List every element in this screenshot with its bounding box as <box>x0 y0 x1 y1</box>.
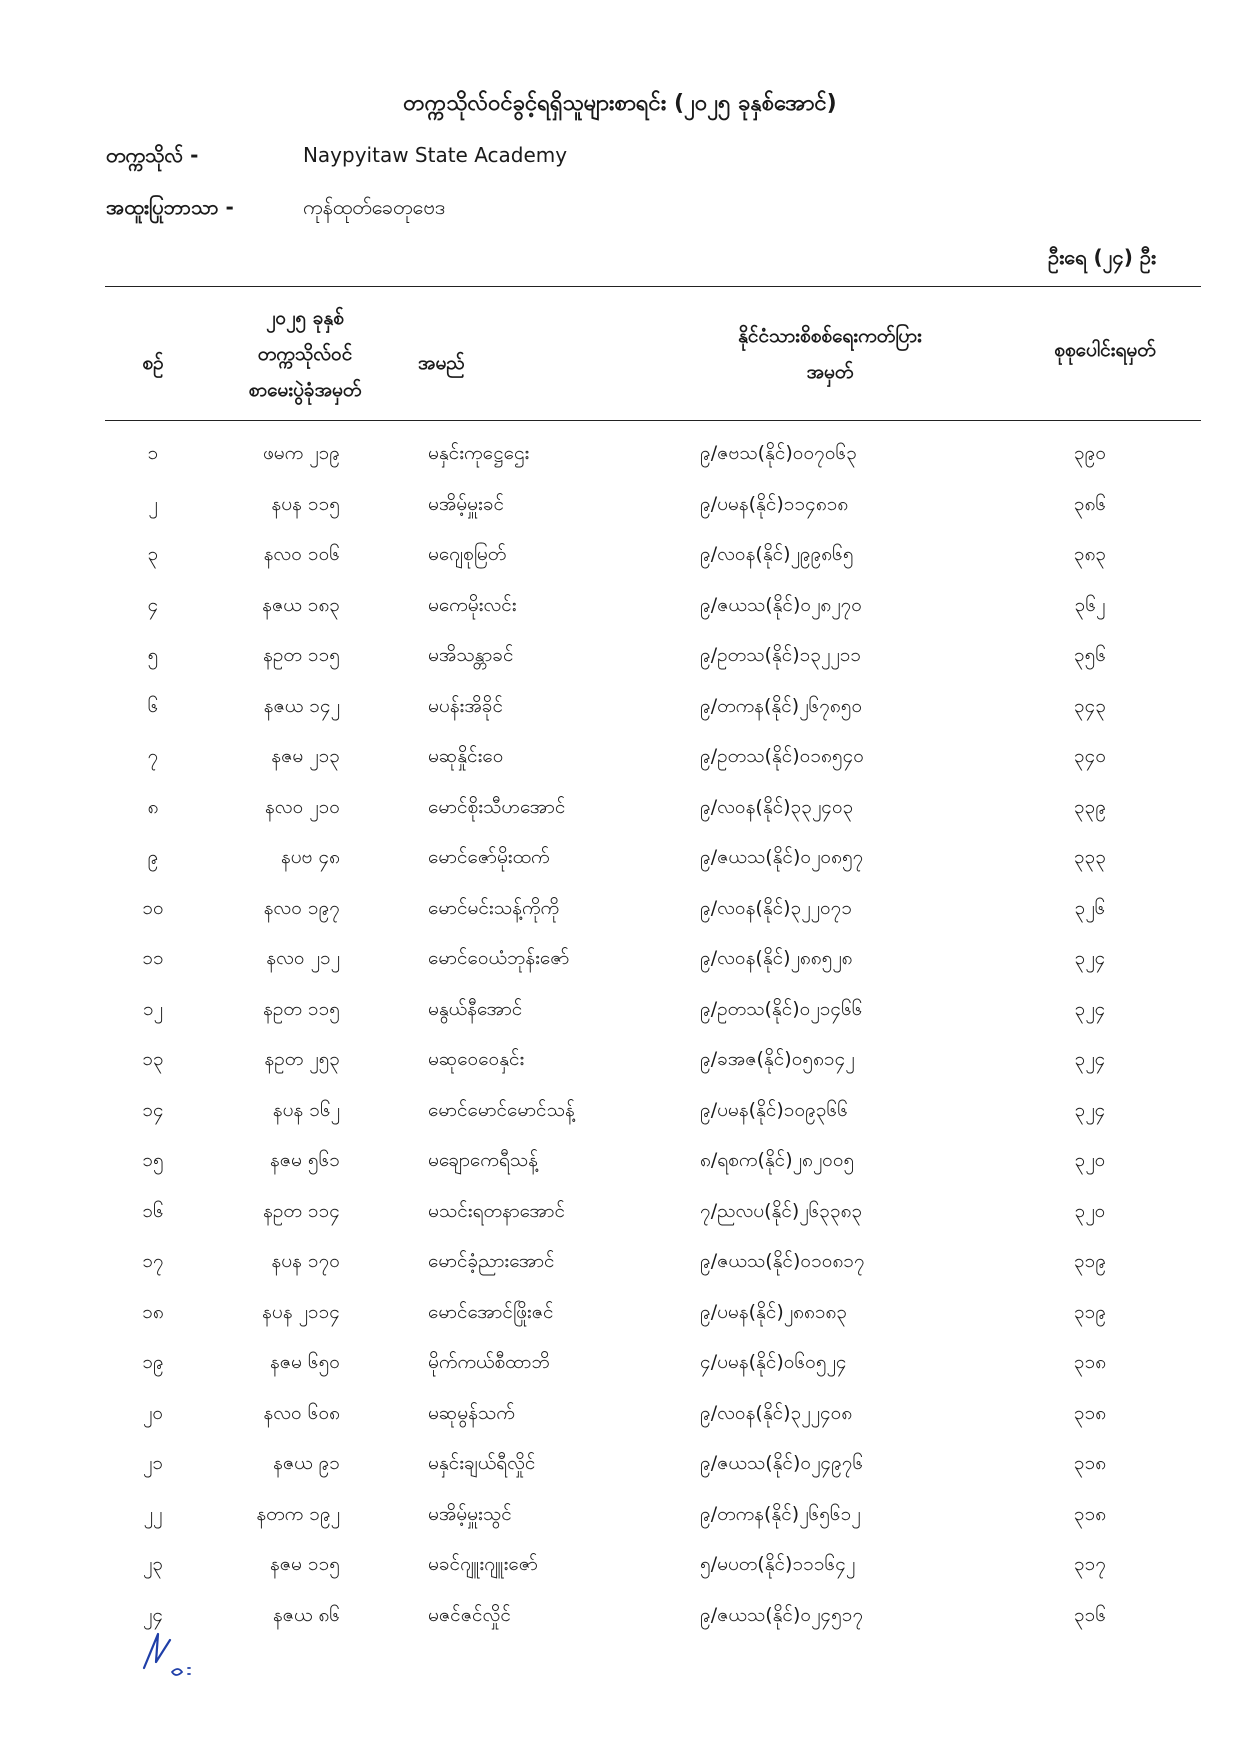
total-marks: ၃၁၉ <box>1073 1250 1107 1272</box>
row-number: ၁၄ <box>142 1098 164 1121</box>
roll-number: နဇယ ၁၄၂ <box>263 694 340 717</box>
table-row <box>0 1540 1240 1591</box>
student-name: မအိသန္တာခင် <box>428 644 514 666</box>
university-label: တက္ကသိုလ် - <box>106 143 199 167</box>
nrc-number: ၉/ဥတသ(နိုင်)၁၃၂၂၁၁ <box>700 644 862 666</box>
row-number: ၈ <box>147 795 159 818</box>
specialization-label: အထူးပြုဘာသာ - <box>106 195 234 219</box>
roll-number: နလဝ ၂၁၂ <box>266 947 340 969</box>
specialization-line <box>106 194 445 224</box>
total-marks: ၃၁၇ <box>1073 1553 1107 1575</box>
roll-number: နပန ၁၇၀ <box>271 1250 340 1272</box>
student-name: မချောကေရီသန့် <box>428 1149 538 1171</box>
total-marks: ၃၁၈ <box>1073 1452 1107 1474</box>
table-row <box>0 1136 1240 1187</box>
table-row <box>0 1439 1240 1490</box>
column-header-nrc-line2: အမှတ် <box>806 361 854 383</box>
total-marks: ၃၅၆ <box>1073 644 1107 666</box>
table-top-rule <box>105 286 1201 287</box>
roll-number: နဥတ ၁၁၅ <box>263 997 340 1020</box>
column-header-nrc <box>680 318 980 390</box>
total-marks: ၃၄၃ <box>1073 694 1107 717</box>
nrc-number: ၉/တကန(နိုင်)၂၆၇၈၅၀ <box>700 694 863 717</box>
table-row <box>0 1086 1240 1137</box>
student-name: မဆုဝေဝေနှင်း <box>428 1048 525 1070</box>
nrc-number: ၉/လဝန(နိုင်)၂၈၈၅၂၈ <box>700 947 853 969</box>
total-marks: ၃၂၆ <box>1074 896 1106 919</box>
table-row <box>0 1338 1240 1389</box>
student-name: မောင်စိုးသီဟအောင် <box>428 795 566 818</box>
table-row <box>0 682 1240 733</box>
row-number: ၁ <box>147 442 159 464</box>
page-title: တက္ကသိုလ်ဝင်ခွင့်ရရှိသူများစာရင်း (၂၀၂၅ ခုနှစ်အောင်) <box>403 91 837 116</box>
university-line <box>106 142 567 172</box>
column-header-no: စဉ် <box>142 352 164 374</box>
student-name: မောင်ဝေယံဘုန်းဇော် <box>428 947 570 969</box>
table-row <box>0 581 1240 632</box>
total-marks: ၃၁၆ <box>1073 1603 1107 1626</box>
row-number: ၃ <box>147 543 159 565</box>
column-header-roll-line3: စာမေးပွဲခုံအမှတ် <box>248 379 362 401</box>
column-header-roll <box>210 300 400 408</box>
row-number: ၁၂ <box>142 997 164 1020</box>
nrc-number: ၉/ဇယသ(နိုင်)၀၂၀၈၅၇ <box>700 846 864 868</box>
table-row <box>0 1187 1240 1238</box>
row-number: ၁၃ <box>142 1048 164 1070</box>
nrc-number: ၉/ဇယသ(နိုင်)၀၁၀၈၁၇ <box>700 1250 865 1272</box>
roll-number: နလဝ ၁၀၆ <box>263 543 340 565</box>
table-row <box>0 1288 1240 1339</box>
roll-number: နလဝ ၁၉၇ <box>263 896 340 919</box>
nrc-number: ၉/ခအဇ(နိုင်)၀၅၈၁၄၂ <box>700 1048 855 1070</box>
row-number: ၁၀ <box>142 896 164 919</box>
nrc-number: ၇/ညလပ(နိုင်)၂၆၃၃၈၃ <box>700 1199 863 1222</box>
roll-number: နဥတ ၂၅၃ <box>264 1048 340 1070</box>
table-row <box>0 530 1240 581</box>
nrc-number: ၉/ဥတသ(နိုင်)၀၂၁၄၆၆ <box>700 997 863 1020</box>
nrc-number: ၄/ပမန(နိုင်)၀၆၀၅၂၄ <box>700 1351 847 1373</box>
row-number: ၂၄ <box>142 1603 164 1626</box>
column-header-roll-line1: ၂၀၂၅ ခုနှစ် <box>266 307 344 329</box>
roll-number: နဇယ ၁၈၃ <box>262 593 340 616</box>
row-number: ၁၉ <box>142 1351 164 1373</box>
row-number: ၁၅ <box>142 1149 164 1171</box>
student-name: မောင်ခံ့ညားအောင် <box>428 1250 555 1272</box>
roll-number: နဇယ ၉၁ <box>273 1452 340 1474</box>
table-row <box>0 429 1240 480</box>
roll-number: နဥတ ၁၁၄ <box>263 1199 340 1222</box>
student-name: မကေမိုးလင်း <box>428 593 517 616</box>
nrc-number: ၉/ဇယသ(နိုင်)၀၂၄၉၇၆ <box>700 1452 864 1474</box>
row-number: ၂၃ <box>142 1553 164 1575</box>
table-row <box>0 1490 1240 1541</box>
roll-number: နဇယ ၈၆ <box>272 1603 340 1626</box>
total-marks: ၃၂၄ <box>1074 1048 1106 1070</box>
table-row <box>0 985 1240 1036</box>
nrc-number: ၉/ဇယသ(နိုင်)၀၂၈၂၇၀ <box>700 593 862 616</box>
nrc-number: ၅/မပတ(နိုင်)၁၁၁၆၄၂ <box>700 1553 856 1575</box>
student-name: မောင်အောင်ဖြိုးဇင် <box>428 1300 554 1323</box>
roll-number: နလဝ ၂၁၀ <box>264 795 340 818</box>
student-name: မောင်မောင်မောင်သန့် <box>428 1098 575 1121</box>
nrc-number: ၉/ဇဗသ(နိုင်)၀၀၇၀၆၃ <box>700 442 857 464</box>
total-marks: ၃၃၃ <box>1073 846 1107 868</box>
roll-number: နလဝ ၆၀၈ <box>263 1401 340 1424</box>
table-row <box>0 833 1240 884</box>
total-marks: ၃၁၉ <box>1073 1300 1107 1323</box>
nrc-number: ၉/လဝန(နိုင်)၃၃၂၄၀၃ <box>700 795 854 818</box>
roll-number: နဥတ ၁၁၅ <box>263 644 340 666</box>
total-marks: ၃၈၆ <box>1073 492 1107 515</box>
total-marks: ၃၂၀ <box>1074 1199 1106 1222</box>
row-number: ၁၈ <box>142 1300 164 1323</box>
total-marks: ၃၁၈ <box>1073 1351 1107 1373</box>
table-row <box>0 1389 1240 1440</box>
roll-number: နပန ၁၆၂ <box>272 1098 340 1121</box>
nrc-number: ၉/လဝန(နိုင်)၂၉၉၈၆၅ <box>700 543 854 565</box>
row-number: ၂ <box>148 492 158 515</box>
table-row <box>0 783 1240 834</box>
nrc-number: ၉/ပမန(နိုင်)၂၈၈၁၈၃ <box>700 1300 848 1323</box>
total-marks: ၃၈၃ <box>1073 543 1107 565</box>
student-name: မအိမ့်မှူးခင် <box>428 492 505 515</box>
signature-mark <box>136 1626 206 1682</box>
column-header-name: အမည် <box>418 352 465 374</box>
roll-number: နဇမ ၅၆၁ <box>269 1149 340 1171</box>
total-marks: ၃၂၄ <box>1074 997 1106 1020</box>
total-marks: ၃၂၀ <box>1074 1149 1106 1171</box>
nrc-number: ၉/လဝန(နိုင်)၃၂၂၄၀၈ <box>700 1401 853 1424</box>
table-row <box>0 732 1240 783</box>
table-row <box>0 480 1240 531</box>
total-marks: ၃၁၈ <box>1073 1502 1107 1525</box>
student-name: မောင်မင်းသန့်ကိုကို <box>428 896 560 919</box>
roll-number: နပန ၂၁၁၄ <box>262 1300 340 1323</box>
column-header-roll-line2: တက္ကသိုလ်ဝင် <box>257 343 353 365</box>
student-name: မခင်ဂျူးဂျူးဇော် <box>428 1553 538 1575</box>
roll-number: နဇမ ၁၁၅ <box>269 1553 340 1575</box>
roll-number: နဇမ ၆၅၀ <box>269 1351 340 1373</box>
row-number: ၅ <box>147 644 159 666</box>
table-row <box>0 1035 1240 1086</box>
nrc-number: ၈/ရစက(နိုင်)၂၈၂၀၀၅ <box>700 1149 855 1171</box>
row-number: ၂၀ <box>142 1401 164 1424</box>
university-value: Naypyitaw State Academy <box>302 143 568 167</box>
row-number: ၁၁ <box>142 947 164 969</box>
table-row <box>0 1237 1240 1288</box>
student-name: မနှင်းကုဋ္ဌေဌေး <box>428 442 530 464</box>
row-number: ၁၆ <box>142 1199 164 1222</box>
nrc-number: ၉/ဇယသ(နိုင်)၀၂၄၅၁၇ <box>700 1603 864 1626</box>
row-number: ၇ <box>147 745 159 767</box>
student-name: မဆုမွန်သက် <box>428 1401 515 1424</box>
total-marks: ၃၃၉ <box>1073 795 1107 818</box>
student-name: မဆုနှိုင်းဝေ <box>428 745 504 767</box>
roll-number: နတက ၁၉၂ <box>256 1502 340 1525</box>
table-body <box>0 429 1240 1641</box>
student-name: မအိမ့်မှူးသွင် <box>428 1502 512 1525</box>
student-name: မနှင်းချယ်ရီလှိုင် <box>428 1452 536 1474</box>
nrc-number: ၉/တကန(နိုင်)၂၆၅၆၁၂ <box>700 1502 861 1525</box>
student-name: မဂျေစုမြတ် <box>428 543 507 565</box>
nrc-number: ၉/ဥတသ(နိုင်)၀၁၈၅၄၀ <box>700 745 864 767</box>
total-marks: ၃၆၂ <box>1074 593 1106 616</box>
table-row <box>0 631 1240 682</box>
total-count: ဦးရေ (၂၄) ဦး <box>1048 245 1156 269</box>
total-marks: ၃၂၄ <box>1074 947 1106 969</box>
nrc-number: ၉/လဝန(နိုင်)၃၂၂၀၇၁ <box>700 896 852 919</box>
roll-number: ဖမက ၂၁၉ <box>262 442 340 464</box>
column-header-marks: စုစုပေါင်းရမှတ် <box>1054 339 1156 361</box>
student-name: မပန်းအိခိုင် <box>428 694 504 717</box>
roll-number: နပဗ ၄၈ <box>280 846 340 868</box>
total-marks: ၃၁၈ <box>1073 1401 1107 1424</box>
student-name: မနွယ်နီအောင် <box>428 997 523 1020</box>
total-marks: ၃၄၀ <box>1073 745 1107 767</box>
table-header-rule <box>105 420 1201 421</box>
row-number: ၂၁ <box>142 1452 164 1474</box>
column-header-nrc-line1: နိုင်ငံသားစိစစ်ရေးကတ်ပြား <box>738 325 922 347</box>
nrc-number: ၉/ပမန(နိုင်)၁၁၄၈၁၈ <box>700 492 849 515</box>
roll-number: နဇမ ၂၁၃ <box>271 745 340 767</box>
total-marks: ၃၉၀ <box>1073 442 1107 464</box>
student-name: မဇင်ဇင်လှိုင် <box>428 1603 511 1626</box>
student-name: မိုက်ကယ်စီထာဘိ <box>428 1351 550 1373</box>
student-name: မသင်းရတနာအောင် <box>428 1199 566 1222</box>
table-row <box>0 884 1240 935</box>
roll-number: နပန ၁၁၅ <box>271 492 340 515</box>
table-row <box>0 934 1240 985</box>
total-marks: ၃၂၄ <box>1074 1098 1106 1121</box>
specialization-value: ကုန်ထုတ်ခေတုဗေဒ <box>302 195 446 219</box>
nrc-number: ၉/ပမန(နိုင်)၁၀၉၃၆၆ <box>700 1098 848 1121</box>
row-number: ၁၇ <box>142 1250 164 1272</box>
row-number: ၄ <box>147 593 159 616</box>
row-number: ၉ <box>147 846 159 868</box>
row-number: ၆ <box>147 694 159 717</box>
row-number: ၂၂ <box>143 1502 163 1525</box>
student-name: မောင်ဇော်မိုးထက် <box>428 846 550 868</box>
